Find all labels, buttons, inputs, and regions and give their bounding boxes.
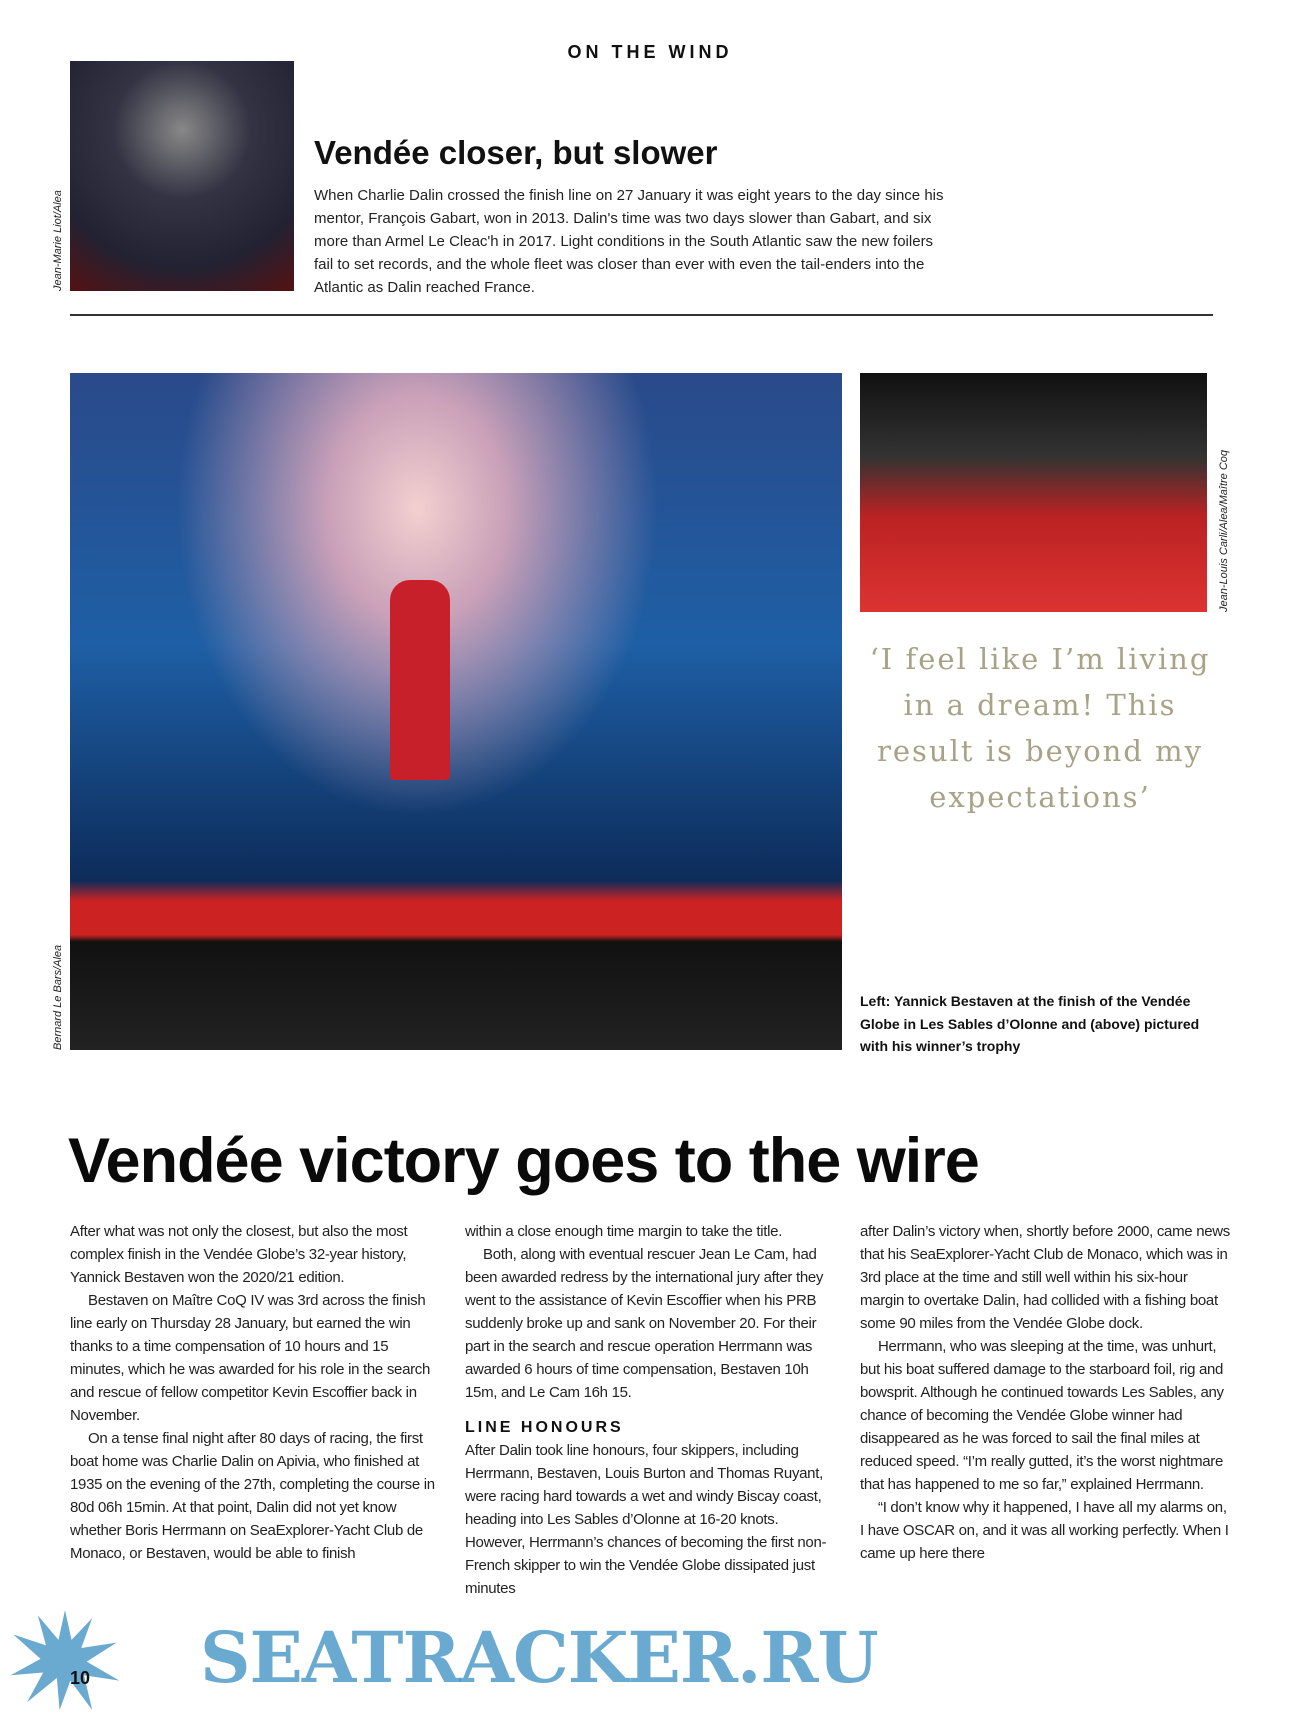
bestaven-trophy-photo [860, 373, 1207, 612]
dalin-champagne-photo [70, 61, 294, 291]
page-number: 10 [70, 1668, 91, 1688]
column-2 [465, 1220, 835, 1600]
photo-caption: Left: Yannick Bestaven at the finish of the Vendée Globe in Les Sables d’Olonne and (above) pictured with his winner’s trophy [860, 993, 1200, 1054]
sidebar-headline: Vendée closer, but slower [314, 134, 718, 171]
subheading: LINE HONOURS [465, 1419, 624, 1436]
photo-credit: Bernard Le Bars/Alea [52, 944, 64, 1050]
bestaven-fireworks-photo [70, 373, 842, 1050]
photo-credit: Jean-Marie Liot/Alea [52, 190, 64, 291]
paragraph: after Dalin’s victory when, shortly before 2000, came news that his SeaExplorer-Yacht Club de Monaco, which was in 3rd place at the time and still well within his six-hour margin to overtake Dalin, had collided with a fishing boat some 90 miles from the Vendée Globe dock. [860, 1223, 1231, 1332]
paragraph: After what was not only the closest, but also the most complex finish in the Vendée Globe’s 32-year history, Yannick Bestaven won the 2020/21 edition. [70, 1223, 408, 1286]
column-1 [70, 1220, 440, 1565]
main-headline: Vendée victory goes to the wire [68, 1126, 979, 1196]
paragraph: After Dalin took line honours, four skippers, including Herrmann, Bestaven, Louis Burton and Thomas Ruyant, were racing hard towards a wet and windy Biscay coast, heading into Les Sables d’Olonne at 16-20 knots. However, Herrmann’s chances of becoming the first non-French skipper to win the Vendée Globe dissipated just minutes [465, 1442, 827, 1597]
paragraph: Both, along with eventual rescuer Jean Le Cam, had been awarded redress by the international jury after they went to the assistance of Kevin Escoffier when his PRB suddenly broke up and sank on November 20. For their part in the search and rescue operation Herrmann was awarded 6 hours of time compensation, Bestaven 10h 15m, and Le Cam 16h 15. [465, 1246, 824, 1401]
watermark: SEATRACKER.RU [200, 1616, 878, 1699]
photo-credit: Jean-Louis Carli/Alea/Maître Coq [1218, 449, 1230, 612]
paragraph: On a tense final night after 80 days of racing, the first boat home was Charlie Dalin on Apivia, who finished at 1935 on the evening of the 27th, completing the course in 80d 06h 15min. At that point, Dalin did not yet know whether Boris Herrmann on SeaExplorer-Yacht Club de Monaco, or Bestaven, would be able to finish [70, 1430, 435, 1562]
paragraph: Herrmann, who was sleeping at the time, was unhurt, but his boat suffered damage to the starboard foil, rig and bowsprit. Although he continued towards Les Sables, any chance of becoming the Vendée Globe winner had disappeared as he was forced to sail the final miles at reduced speed. “I’m really gutted, it’s the worst nightmare that has happened to me so far,” explained Herrmann. [860, 1338, 1224, 1493]
column-3 [860, 1220, 1230, 1565]
divider [70, 314, 1213, 316]
paragraph: “I don’t know why it happened, I have all my alarms on, I have OSCAR on, and it was all working perfectly. When I came up here there [860, 1499, 1229, 1562]
paragraph: Bestaven on Maître CoQ IV was 3rd across the finish line early on Thursday 28 January, but earned the win thanks to a time compensation of 10 hours and 15 minutes, which he was awarded for his role in the search and rescue of fellow competitor Kevin Escoffier back in November. [70, 1292, 431, 1424]
sidebar-body: When Charlie Dalin crossed the finish line on 27 January it was eight years to the day since his mentor, François Gabart, won in 2013. Dalin's time was two days slower than Gabart, and six more than Armel Le Cleac'h in 2017. Light conditions in the South Atlantic saw the new foilers fail to set records, and the whole fleet was closer than ever with even the tail-enders into the Atlantic as Dalin reached France. [314, 187, 944, 296]
pull-quote: ‘I feel like I’m living in a dream! This result is beyond my expectations’ [869, 642, 1211, 814]
watermark-star-icon [10, 1610, 120, 1710]
section-kicker: ON THE WIND [567, 42, 733, 62]
paragraph: within a close enough time margin to take the title. [465, 1223, 783, 1240]
sailor-figure [390, 580, 450, 780]
